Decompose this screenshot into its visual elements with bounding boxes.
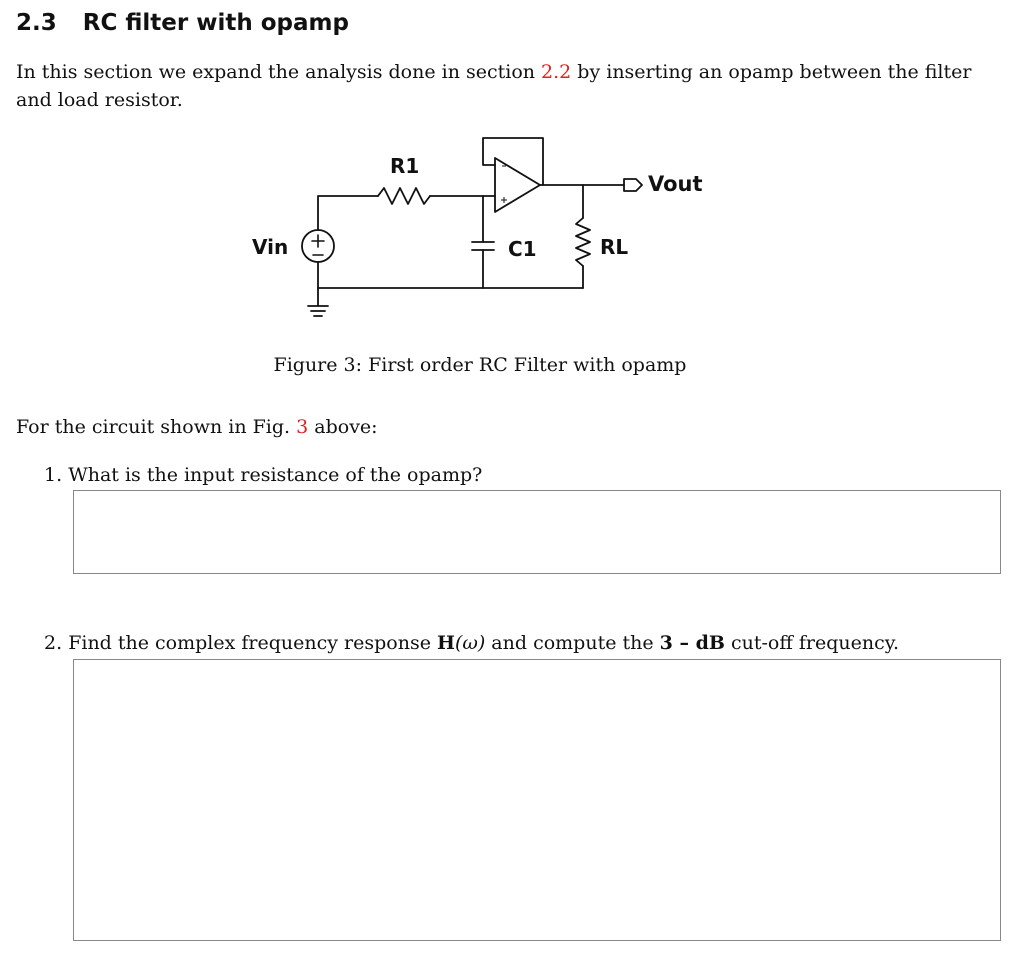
r1-label: R1	[390, 154, 420, 178]
intro-text-before: In this section we expand the analysis done in section	[16, 61, 542, 83]
section-heading	[16, 10, 349, 36]
c1-label: C1	[508, 237, 537, 261]
question-1	[44, 464, 482, 486]
opamp-input-marks	[501, 166, 507, 203]
capacitor-c1	[472, 242, 494, 250]
vout-label: Vout	[648, 172, 703, 196]
vout-port	[624, 179, 642, 191]
circuit-diagram	[240, 130, 720, 320]
wire-feedback	[483, 138, 543, 185]
intro-paragraph	[16, 58, 976, 114]
prompt-text-after: above:	[308, 416, 378, 438]
question-text-mid: and compute the	[485, 632, 660, 654]
question-text-after: cut-off frequency.	[724, 632, 900, 654]
answer-box-2[interactable]	[73, 659, 1001, 941]
question-prompt	[16, 416, 378, 438]
rl-label: RL	[600, 235, 629, 259]
wire-source-top	[318, 196, 378, 230]
figure-ref-link[interactable]: 3	[296, 416, 309, 438]
resistor-rl	[576, 218, 590, 266]
figure-caption: Figure 3: First order RC Filter with opamp	[273, 354, 687, 376]
answer-box-1[interactable]	[73, 490, 1001, 574]
question-2	[44, 632, 899, 654]
question-text: What is the input resistance of the opamp?	[68, 464, 483, 486]
section-number: 2.3	[16, 10, 57, 36]
section-ref-link[interactable]: 2.2	[541, 61, 572, 83]
wire-ground-rail	[318, 262, 583, 288]
question-number: 1.	[44, 464, 63, 486]
question-text-before: Find the complex frequency response	[68, 632, 437, 654]
intro-text-after: by inserting an opamp between the filter and load resistor.	[16, 61, 972, 111]
math-h: H	[436, 632, 455, 654]
question-number: 2.	[44, 632, 63, 654]
vin-label: Vin	[252, 235, 289, 259]
resistor-r1	[378, 188, 430, 204]
math-omega: (ω)	[454, 632, 486, 654]
opamp-symbol	[495, 158, 540, 212]
ground-icon	[308, 288, 328, 316]
section-title: RC filter with opamp	[82, 10, 349, 36]
prompt-text-before: For the circuit shown in Fig.	[16, 416, 297, 438]
math-3db: 3 – dB	[659, 632, 725, 654]
